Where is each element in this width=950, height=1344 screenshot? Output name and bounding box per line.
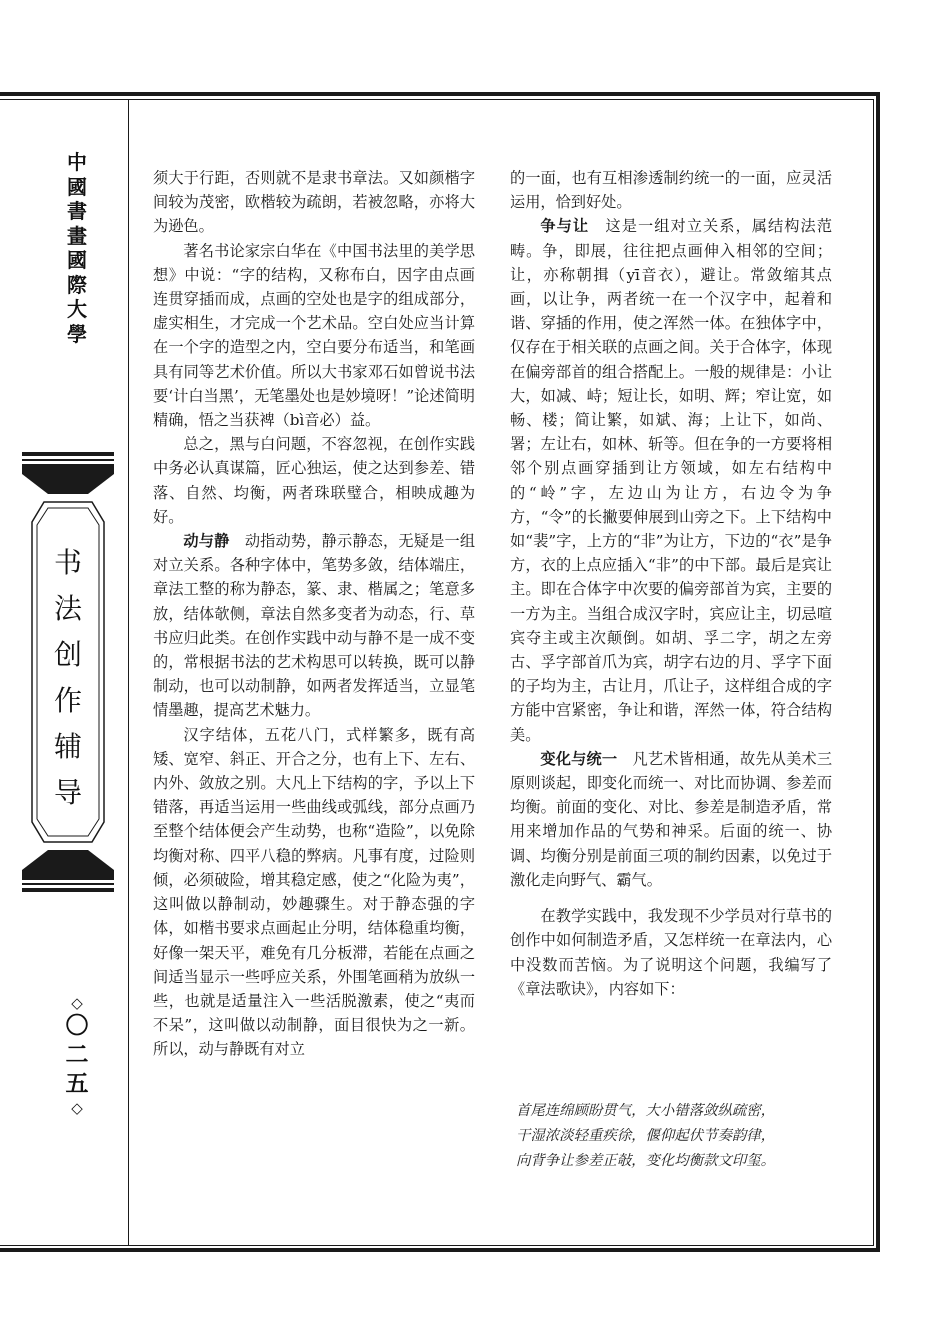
book-title-char: 法 (53, 592, 82, 625)
book-title-panel (18, 452, 118, 892)
paragraph: 著名书论家宗白华在《中国书法里的美学思想》中说：“字的结构，又称布白，因字由点画连贯穿插而成，点画的空处也是字的组成部分，虚实相生，才完成一个艺术品。空白处应当计算在一个字的造型之内，空白要分布适当，和笔画具有同等艺术价值。所以大书家邓石如曾说书法要‘计白当黑’，无笔墨处也是妙境呀！”论述简明精确，悟之当获裨（bì音必）益。 (153, 241, 475, 430)
publisher-char: 大 (67, 297, 87, 321)
paragraph: 在教学实践中，我发现不少学员对行草书的创作中如何制造矛盾，又怎样统一在章法内，心中没数而苦恼。为了说明这个问题，我编写了《章法歌诀》，内容如下： (510, 907, 832, 998)
paragraph-body: 凡艺术皆相通，故先从美术三原则谈起，即变化而统一、对比而协调、参差而均衡。前面的变化、对比、参差是制造矛盾，常用来增加作品的气势和神采。后面的统一、协调、均衡分别是前面三项的制约因素，以免过于激化走向野气、霸气。 (510, 749, 833, 889)
paragraph (510, 747, 832, 892)
text-column-right (510, 166, 832, 1001)
book-title-char: 作 (53, 684, 82, 717)
publisher-char: 國 (67, 174, 87, 199)
page-number-char: 〇 (65, 1013, 89, 1039)
paragraph (153, 529, 475, 723)
publisher-char: 書 (67, 199, 87, 223)
book-title-char: 书 (53, 546, 82, 579)
section-term: 变化与统一 (540, 749, 618, 768)
book-title-char: 创 (53, 638, 82, 671)
diamond-ornament-icon: ◇ (71, 994, 83, 1012)
verse-line: 首尾连绵顾盼贯气，大小错落敛纵疏密， (516, 1103, 776, 1119)
paragraph: 的一面，也有互相渗透制约统一的一面，应灵活运用，恰到好处。 (510, 169, 832, 212)
page-number-char: 二 (65, 1042, 89, 1068)
publisher-char: 國 (67, 248, 87, 272)
diamond-ornament-icon: ◇ (71, 1099, 83, 1117)
paragraph-body: 这是一组对立关系，属结构法范畴。争，即展，往往把点画伸入相邻的空间；让，亦称朝揖（yī音衣），避让。常敛缩其点画，以让争，两者统一在一个汉字中，起着和谐、穿插的作用，使之浑然一体。在独体字中，仅存在于相关联的点画之间。关于合体字，体现在偏旁部首的组合搭配上。一般的规律是：小让大，如减、峙；短让长，如明、辉；窄让宽，如畅、楼；简让繁，如斌、海；上让下，如尚、署；左让右，如林、斩等。但在争的一方要将相邻个别点画穿插到让方领域，如左右结构中的“岭”字，左边山为让方，右边令为争方，“令”的长撇要伸展到山旁之下。上下结构中如“裴”字，上方的“非”为让方，下边的“衣”是争方，衣的上点应插入“非”的中下部。最后是宾让主。即在合体字中次要的偏旁部首为宾，主要的一方为主。当组合成汉字时，宾应让主，切忌喧宾夺主或主次颠倒。如胡、孚二字，胡之左旁古、孚字部首爪为宾，胡字右边的月、孚字下面的子均为主，古让月，爪让子，这样组合成的字方能中宫紧密，争让和谐，浑然一体，符合结构美。 (510, 217, 833, 744)
verse-line: 干湿浓淡轻重疾徐，偃仰起伏节奏韵律， (516, 1128, 776, 1144)
paragraph: 汉字结体，五花八门，式样繁多，既有高矮、宽窄、斜正、开合之分，也有上下、左右、内外、敛放之别。大凡上下结构的字，予以上下错落，再适当运用一些曲线或弧线，部分点画乃至整个结体便会产生动势，也称“造险”，以免除均衡对称、四平八稳的弊病。凡事有度，过险则倾，必须破险，增其稳定感，使之“化险为夷”，这叫做以静制动，妙趣骤生。对于静态强的字体，如楷书要求点画起止分明，结体稳重均衡，好像一架天平，难免有几分板滞，若能在点画之间适当显示一些呼应关系，外围笔画稍为放纵一些，也就是适量注入一些活脱激素，使之“夷而不呆”，这叫做以动制静，面目很快为之一新。所以，动与静既有对立 (153, 725, 475, 1059)
text-column-left (153, 166, 475, 1062)
section-term: 动与静 (183, 532, 230, 551)
paragraph: 总之，黑与白问题，不容忽视，在创作实践中务必认真谋篇，匠心独运，使之达到参差、错落、自然、均衡，两者珠联璧合，相映成趣为好。 (153, 435, 475, 526)
book-title-char: 导 (53, 776, 82, 809)
page-number-char: 五 (65, 1071, 89, 1097)
book-title (42, 540, 94, 816)
publisher-char: 中 (67, 150, 87, 174)
publisher-char: 學 (67, 321, 87, 346)
section-term: 争与让 (540, 217, 590, 236)
sidebar-divider (128, 99, 129, 1246)
paragraph (510, 214, 832, 746)
paragraph-body: 动指动势，静示静态，无疑是一组对立关系。各种字体中，笔势多敛，结体端庄，章法工整的称为静态，篆、隶、楷属之；笔意多放，结体欹侧，章法自然多变者为动态，行、草书应归此类。在创作实践中动与静不是一成不变的，常根据书法的艺术构思可以转换，既可以静制动，也可以动制静，如两者发挥适当，立显笔情墨趣，提高艺术魅力。 (153, 532, 476, 720)
book-title-char: 辅 (53, 730, 82, 763)
publisher-char: 際 (67, 272, 87, 297)
publisher-label (60, 150, 94, 346)
page-number (62, 994, 92, 1117)
paragraph: 须大于行距，否则就不是隶书章法。又如颜楷字间较为茂密，欧楷较为疏朗，若被忽略，亦将大为逊色。 (153, 169, 475, 236)
publisher-char: 畫 (67, 223, 87, 248)
verse-line: 向背争让参差正敧，变化均衡款文印玺。 (516, 1153, 776, 1169)
verse-block (516, 1099, 846, 1174)
